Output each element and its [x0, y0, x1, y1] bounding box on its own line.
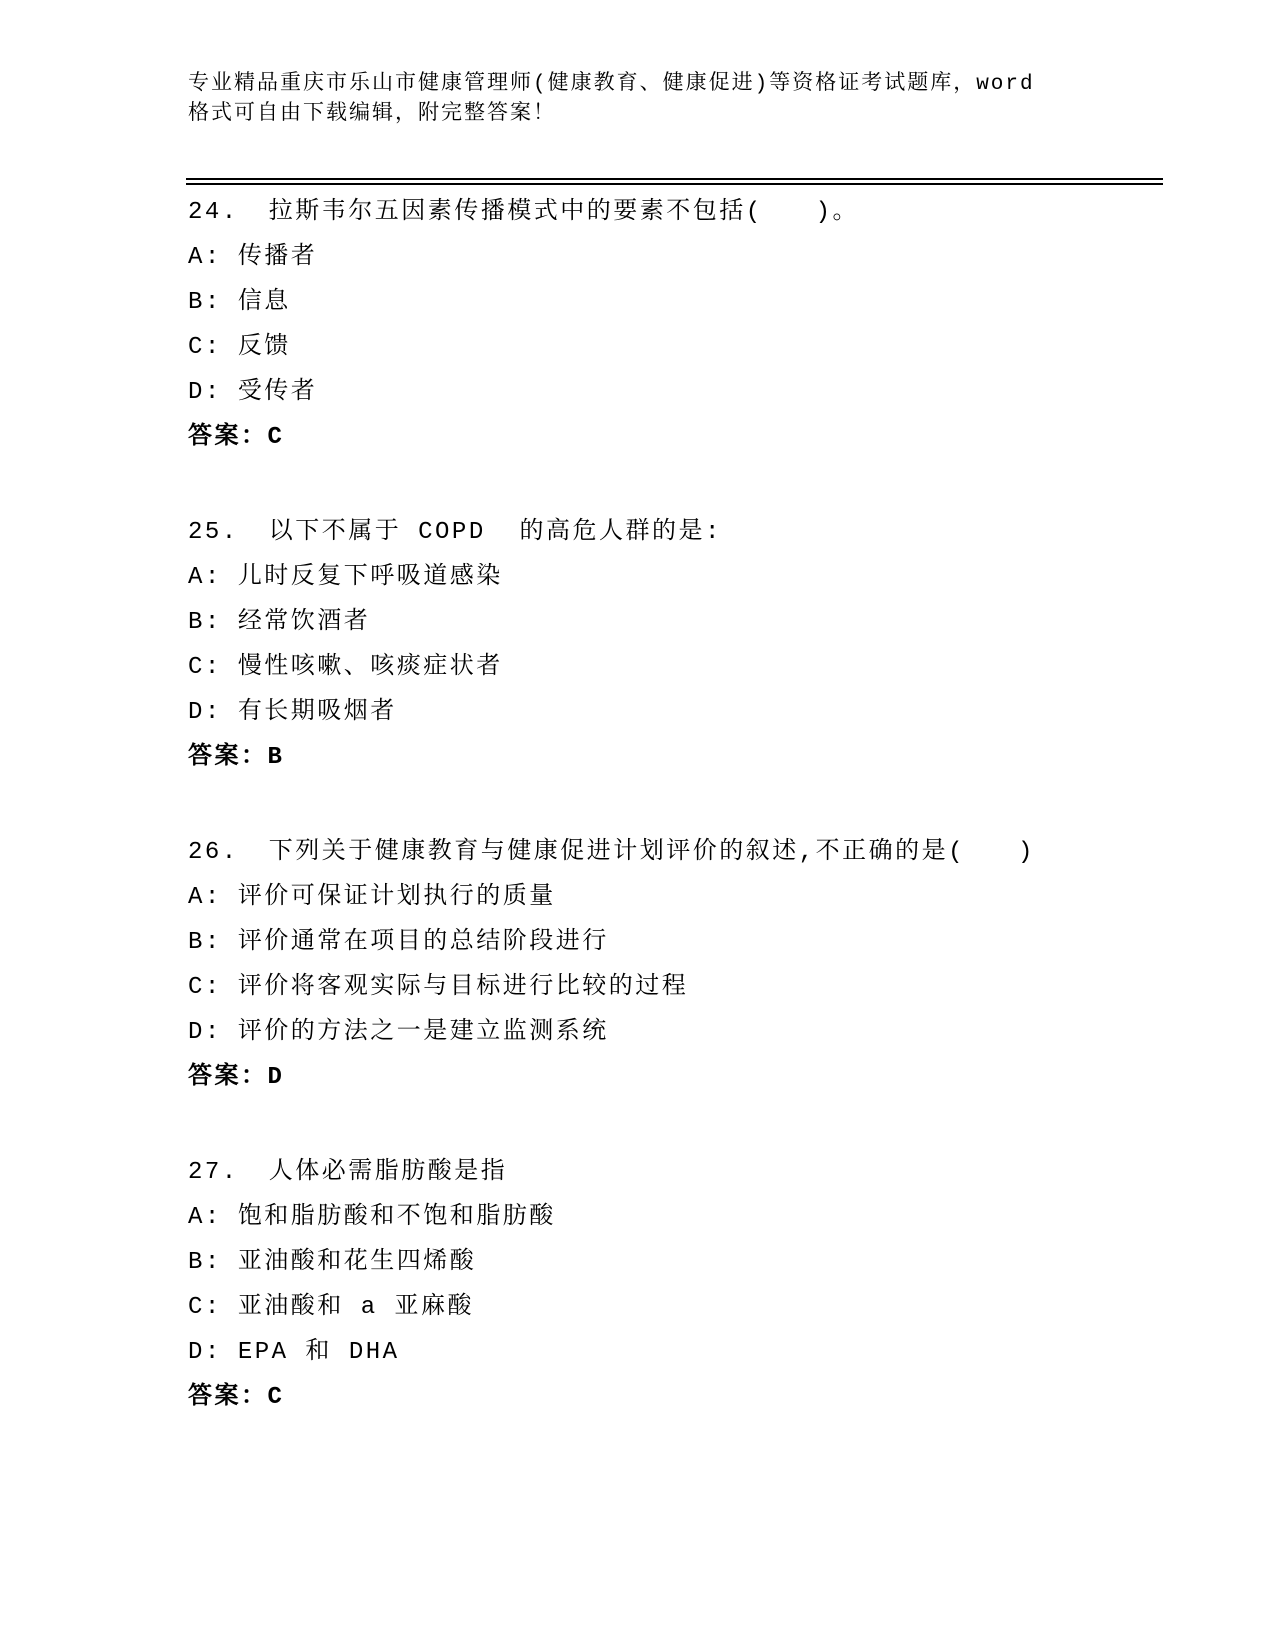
question-text — [188, 830, 1173, 875]
answer-label: 答案： — [188, 424, 268, 451]
option-row-a — [188, 875, 1173, 920]
option-label: D: — [188, 1019, 222, 1046]
option-label: D: — [188, 699, 222, 726]
option-row-d — [188, 690, 1173, 735]
option-text: 有长期吸烟者 — [237, 699, 397, 726]
option-label: D: — [188, 379, 222, 406]
question-number: 24. — [188, 199, 239, 226]
option-text: EPA 和 DHA — [237, 1339, 400, 1366]
option-label: C: — [188, 334, 222, 361]
answer-value: C — [267, 1384, 285, 1411]
option-text: 受传者 — [237, 379, 318, 406]
page-header — [188, 70, 1098, 130]
answer-value: C — [267, 424, 285, 451]
answer-row — [188, 735, 1173, 780]
question-block — [188, 830, 1173, 1100]
header-text-line1: 专业精品重庆市乐山市健康管理师(健康教育、健康促进)等资格证考试题库，word — [188, 73, 1035, 96]
header-divider — [186, 178, 1163, 185]
question-block — [188, 510, 1173, 780]
header-text-line2: 格式可自由下载编辑，附完整答案！ — [188, 103, 556, 126]
option-label: C: — [188, 654, 222, 681]
question-number: 25. — [188, 519, 239, 546]
option-row-d — [188, 370, 1173, 415]
option-text: 信息 — [237, 289, 291, 316]
option-label: D: — [188, 1339, 222, 1366]
question-stem: 以下不属于 COPD 的高危人群的是: — [268, 519, 722, 546]
option-text: 评价通常在项目的总结阶段进行 — [237, 929, 609, 956]
option-row-c — [188, 965, 1173, 1010]
option-text: 评价将客观实际与目标进行比较的过程 — [237, 974, 689, 1001]
option-label: B: — [188, 929, 222, 956]
option-label: A: — [188, 244, 222, 271]
option-label: C: — [188, 1294, 222, 1321]
question-stem: 人体必需脂肪酸是指 — [268, 1159, 508, 1186]
option-row-b — [188, 920, 1173, 965]
answer-label: 答案： — [188, 744, 268, 771]
question-text — [188, 510, 1173, 555]
question-number: 27. — [188, 1159, 239, 1186]
question-number: 26. — [188, 839, 239, 866]
question-text — [188, 1150, 1173, 1195]
option-row-c — [188, 1285, 1173, 1330]
question-list — [188, 190, 1173, 1470]
option-label: C: — [188, 974, 222, 1001]
option-label: A: — [188, 564, 222, 591]
question-stem: 拉斯韦尔五因素传播模式中的要素不包括( )。 — [268, 199, 860, 226]
option-text: 亚油酸和 a 亚麻酸 — [237, 1294, 475, 1321]
option-label: B: — [188, 609, 222, 636]
answer-label: 答案： — [188, 1384, 268, 1411]
option-row-d — [188, 1010, 1173, 1055]
option-row-c — [188, 325, 1173, 370]
answer-row — [188, 1375, 1173, 1420]
option-label: B: — [188, 1249, 222, 1276]
answer-row — [188, 1055, 1173, 1100]
option-row-a — [188, 555, 1173, 600]
option-text: 亚油酸和花生四烯酸 — [237, 1249, 477, 1276]
option-text: 反馈 — [237, 334, 291, 361]
answer-label: 答案： — [188, 1064, 268, 1091]
answer-row — [188, 415, 1173, 460]
question-text — [188, 190, 1173, 235]
option-text: 儿时反复下呼吸道感染 — [237, 564, 503, 591]
option-row-b — [188, 1240, 1173, 1285]
option-label: A: — [188, 884, 222, 911]
option-label: A: — [188, 1204, 222, 1231]
option-row-b — [188, 280, 1173, 325]
option-row-a — [188, 1195, 1173, 1240]
question-stem: 下列关于健康教育与健康促进计划评价的叙述,不正确的是( ) — [268, 839, 1035, 866]
option-row-a — [188, 235, 1173, 280]
option-text: 经常饮酒者 — [237, 609, 371, 636]
option-row-c — [188, 645, 1173, 690]
question-block — [188, 1150, 1173, 1420]
option-text: 慢性咳嗽、咳痰症状者 — [237, 654, 503, 681]
answer-value: D — [267, 1064, 285, 1091]
option-row-d — [188, 1330, 1173, 1375]
option-row-b — [188, 600, 1173, 645]
option-text: 传播者 — [237, 244, 318, 271]
option-text: 评价的方法之一是建立监测系统 — [237, 1019, 609, 1046]
option-text: 评价可保证计划执行的质量 — [237, 884, 556, 911]
option-label: B: — [188, 289, 222, 316]
option-text: 饱和脂肪酸和不饱和脂肪酸 — [237, 1204, 556, 1231]
answer-value: B — [267, 744, 285, 771]
question-block — [188, 190, 1173, 460]
